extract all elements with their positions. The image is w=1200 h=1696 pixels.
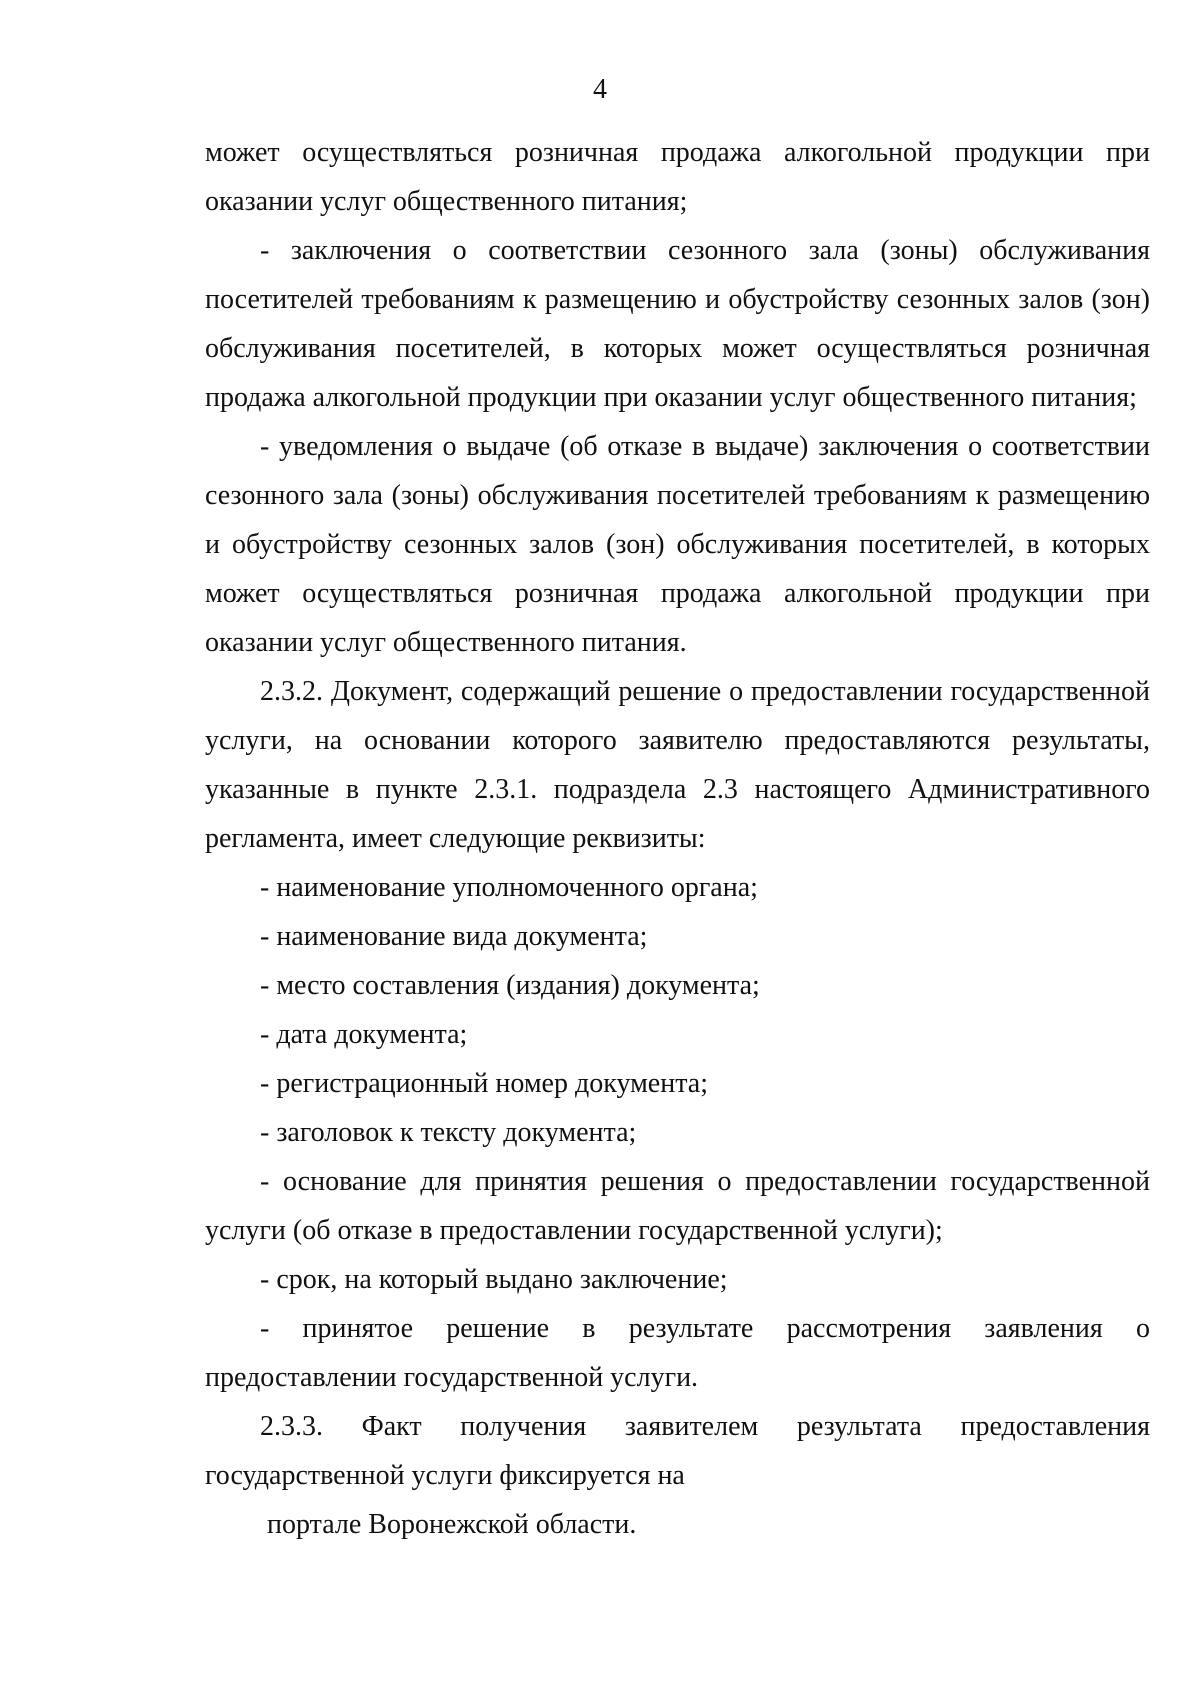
list-item-authority-name: - наименование уполномоченного органа; (260, 872, 758, 903)
paragraph-2-3-3: 2.3.3. Факт получения заявителем результата предоставления государственной услуги фиксируется на (205, 1411, 1150, 1491)
list-item-document-place: - место составления (издания) документа; (260, 970, 760, 1001)
paragraph-2-3-2: 2.3.2. Документ, содержащий решение о предоставлении государственной услуги, на основании которого заявителю предоставляются результаты, указанные в пункте 2.3.1. подраздела 2.3 настоящего Административного регламента, имеет следующие реквизиты: (205, 676, 1150, 854)
paragraph-decision-made: - принятое решение в результате рассмотрения заявления о предоставлении государственной услуги. (205, 1313, 1150, 1393)
list-item-registration-number: - регистрационный номер документа; (260, 1068, 708, 1099)
list-item-validity-period: - срок, на который выдано заключение; (260, 1264, 728, 1295)
paragraph-notification: - уведомления о выдаче (об отказе в выдаче) заключения о соответствии сезонного зала (зоны) обслуживания посетителей требованиям к размещению и обустройству сезонных залов (зон) обслуживания посетителей, в которых может осуществляться розничная продажа алкогольной продукции при оказании услуг общественного питания. (205, 431, 1150, 658)
list-item-document-title: - заголовок к тексту документа; (260, 1117, 637, 1148)
list-item-document-type: - наименование вида документа; (260, 921, 648, 952)
list-item-document-date: - дата документа; (260, 1019, 468, 1050)
paragraph-portal-line: портале Воронежской области. (267, 1509, 637, 1540)
paragraph-continuation: может осуществляться розничная продажа алкогольной продукции при оказании услуг общественного питания; (205, 137, 1150, 217)
paragraph-seasonal-hall-conclusion: - заключения о соответствии сезонного зала (зоны) обслуживания посетителей требованиям к размещению и обустройству сезонных залов (зон) обслуживания посетителей, в которых может осуществляться розничная продажа алкогольной продукции при оказании услуг общественного питания; (205, 235, 1150, 413)
paragraph-decision-basis: - основание для принятия решения о предоставлении государственной услуги (об отказе в предоставлении государственной услуги); (205, 1166, 1150, 1246)
page-number: 4 (593, 74, 607, 105)
document-body (205, 128, 1150, 1549)
